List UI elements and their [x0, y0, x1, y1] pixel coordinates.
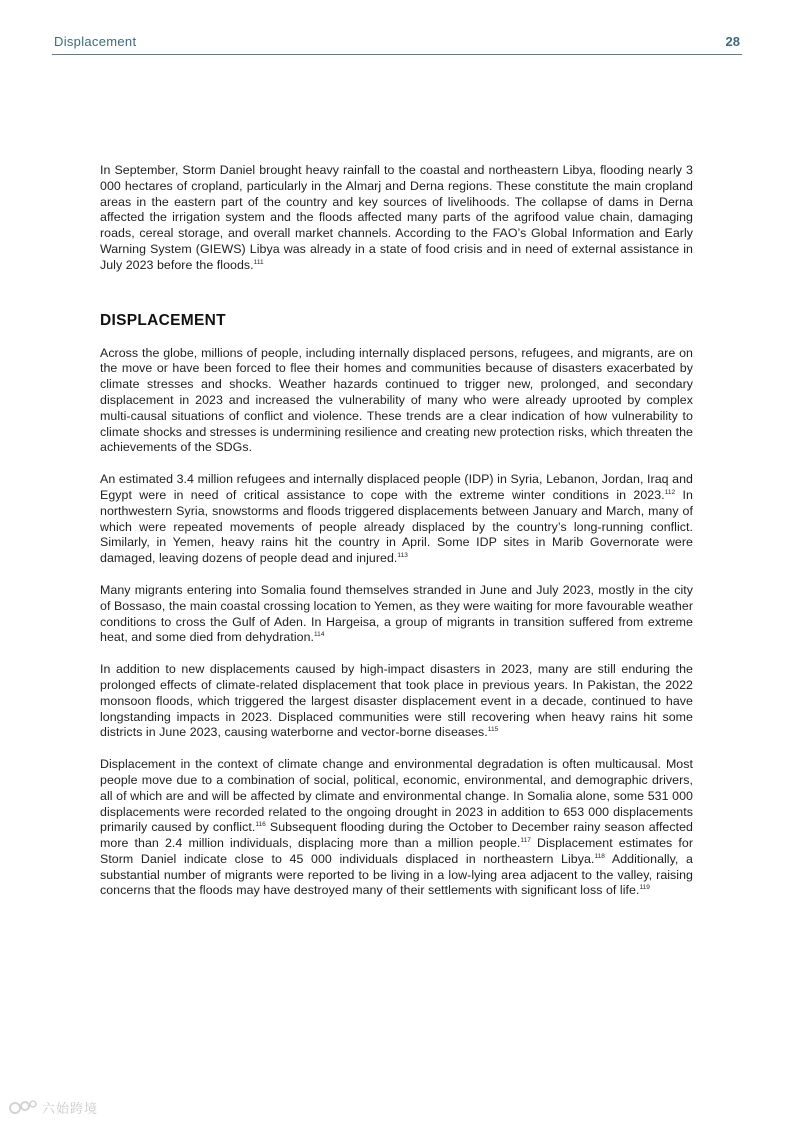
paragraph-5	[100, 757, 693, 899]
footnote-ref-114: 114	[314, 631, 325, 639]
paragraph-2-text-a: An estimated 3.4 million refugees and internally displaced people (IDP) in Syria, Lebanon, Jordan, Iraq and Egypt were in need of critical assistance to cope with the extreme winter conditions in 2023.	[100, 472, 693, 502]
page-number: 28	[725, 34, 740, 49]
paragraph-2	[100, 472, 693, 567]
paragraph-3	[100, 583, 693, 646]
section-heading: DISPLACEMENT	[100, 311, 226, 329]
footnote-ref-111: 111	[253, 258, 264, 266]
paragraph-3-text: Many migrants entering into Somalia found themselves stranded in June and July 2023, mostly in the city of Bossaso, the main coastal crossing location to Yemen, as they were waiting for more favourable weather conditions to cross the Gulf of Aden. In Hargeisa, a group of migrants in transition suffered from extreme heat, and some died from dehydration.	[100, 582, 693, 645]
paragraph-1-text: Across the globe, millions of people, including internally displaced persons, refugees, and migrants, are on the move or have been forced to flee their homes and communities because of disasters exacerbated by climate stresses and shocks. Weather hazards continued to trigger new, prolonged, and secondary displacement in 2023 and increased the vulnerability of many who were already uprooted by complex multi-causal situations of conflict and violence. These trends are a clear indication of how vulnerability to climate shocks and stresses is undermining resilience and creating new protection risks, which threaten the achievements of the SDGs.	[100, 345, 693, 455]
footnote-ref-113: 113	[397, 552, 408, 560]
paragraph-4-text: In addition to new displacements caused by high-impact disasters in 2023, many are still enduring the prolonged effects of climate-related displacement that took place in previous years. In Pakistan, the 2022 monsoon floods, which triggered the largest disaster displacement event in a decade, continued to have longstanding impacts in 2023. Displaced communities were still recovering when heavy rains hit some districts in June 2023, causing waterborne and vector-borne diseases.	[100, 662, 693, 740]
footnote-ref-119: 119	[639, 884, 650, 892]
section-label: Displacement	[54, 34, 137, 49]
watermark-logo-icon	[8, 1098, 38, 1116]
running-header	[52, 32, 742, 55]
paragraph-5-text-c: Displacement estimates for Storm Daniel indicate close to 45 000 individuals displaced in northeastern Libya.	[100, 836, 693, 866]
main-content	[100, 163, 693, 915]
footnote-ref-117: 117	[520, 836, 531, 844]
footnote-ref-118: 118	[594, 852, 605, 860]
paragraph-5-text-d: Additionally, a substantial number of migrants were reported to be living in a low-lying area adjacent to the valley, raising concerns that the floods may have destroyed many of their settlements with significant loss of life.	[100, 851, 693, 898]
intro-paragraph	[100, 163, 693, 274]
watermark-text: 六始跨境	[42, 1100, 99, 1116]
paragraph-1	[100, 346, 693, 457]
paragraph-5-text-b: Subsequent flooding during the October to December rainy season affected more than 2.4 million individuals, displacing more than a million people.	[100, 820, 693, 851]
paragraph-4	[100, 662, 693, 741]
paragraph-5-text-a: Displacement in the context of climate change and environmental degradation is often multicausal. Most people move due to a combination of social, political, economic, environmental, and demographic drivers, all of which are and will be affected by climate and environmental change. In Somalia alone, some 531 000 displacements were recorded related to the ongoing drought in 2023 in addition to 653 000 displacements primarily caused by conflict.	[100, 757, 693, 835]
footnote-ref-112: 112	[664, 488, 676, 496]
intro-text: In September, Storm Daniel brought heavy rainfall to the coastal and northeastern Libya, flooding nearly 3 000 hectares of cropland, particularly in the Almarj and Derna regions. These constitute the main cropland areas in the eastern part of the country and key sources of livelihoods. The collapse of dams in Derna affected the irrigation system and the floods affected many parts of the agrifood value chain, damaging roads, cereal storage, and overall market channels. According to the FAO’s Global Information and Early Warning System (GIEWS) Libya was already in a state of food crisis and in need of external assistance in July 2023 before the floods.	[100, 163, 693, 272]
footnote-ref-116: 116	[255, 821, 266, 829]
footnote-ref-115: 115	[487, 726, 499, 734]
watermark	[8, 1096, 98, 1118]
paragraph-2-text-b: In northwestern Syria, snowstorms and floods triggered displacements between January and March, many of which were repeated movements of people already displaced by the country’s long-running conflict. Similarly, in Yemen, heavy rains hit the country in April. Some IDP sites in Marib Governorate were damaged, leaving dozens of people dead and injured.	[100, 487, 693, 566]
